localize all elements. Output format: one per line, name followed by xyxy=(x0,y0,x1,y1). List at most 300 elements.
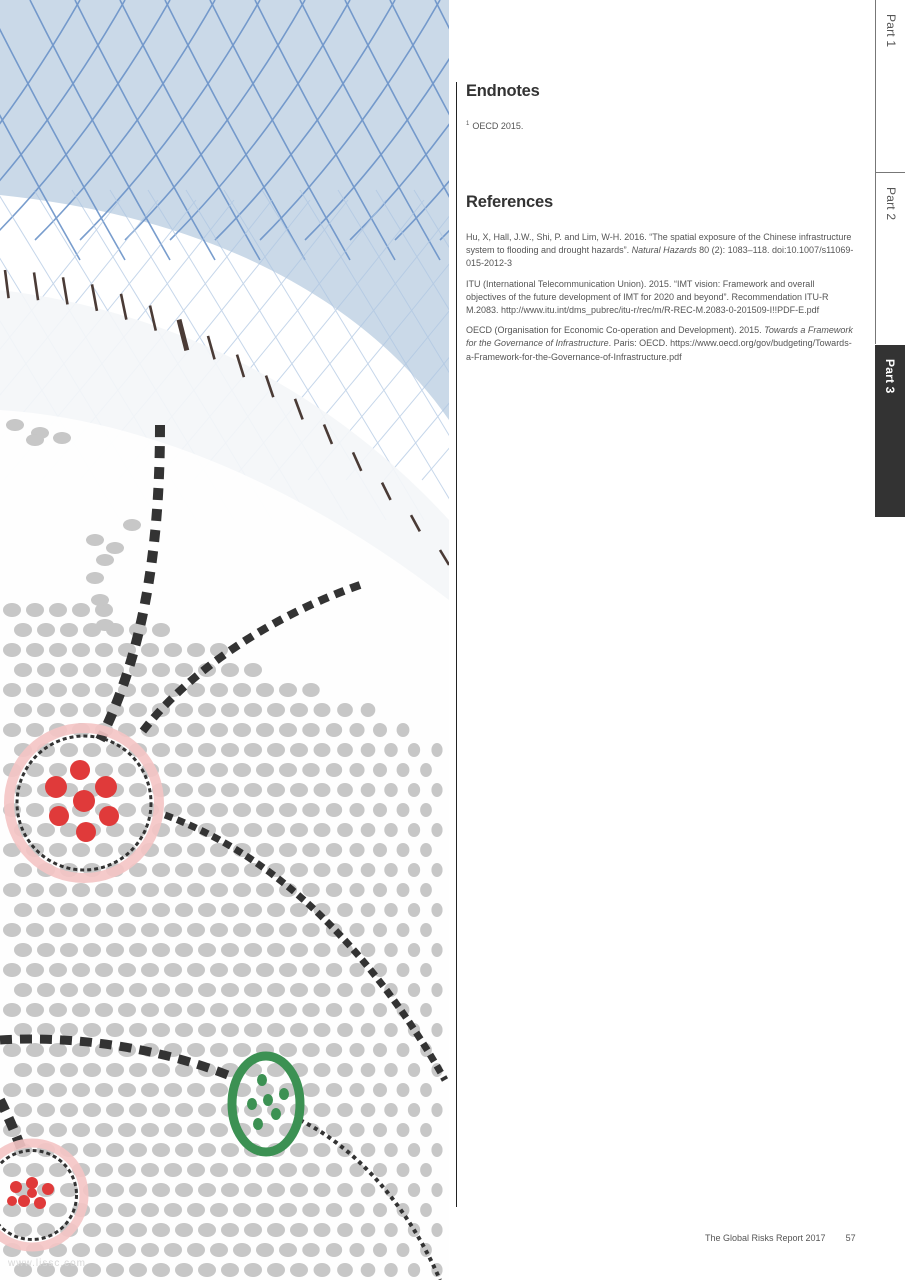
grey-dot xyxy=(187,683,205,697)
grey-dot xyxy=(72,963,90,977)
grey-dot xyxy=(408,1063,420,1077)
grey-dot xyxy=(326,1003,342,1017)
grey-dot xyxy=(83,663,101,677)
grey-dot xyxy=(26,1163,44,1177)
grey-dot xyxy=(164,1083,182,1097)
grey-dot xyxy=(349,763,364,777)
grey-dot xyxy=(210,883,228,897)
network-globe-illustration xyxy=(0,0,449,1280)
grey-dot xyxy=(106,663,124,677)
grey-dot xyxy=(302,883,319,897)
grey-dot xyxy=(187,803,205,817)
grey-dot xyxy=(397,963,410,977)
grey-dot xyxy=(187,1123,205,1137)
grey-dot xyxy=(164,723,182,737)
grey-dot xyxy=(210,1243,228,1257)
grey-dot xyxy=(72,883,90,897)
report-title: The Global Risks Report 2017 xyxy=(705,1233,826,1243)
node-dot xyxy=(263,1094,273,1106)
grey-dot xyxy=(290,943,308,957)
grey-dot xyxy=(49,963,67,977)
grey-dot xyxy=(164,1243,182,1257)
grey-dot xyxy=(72,1083,90,1097)
grey-dot xyxy=(83,743,101,757)
grey-dot xyxy=(37,983,55,997)
grey-dot xyxy=(244,903,262,917)
grey-dot xyxy=(26,803,44,817)
grey-dot xyxy=(361,863,376,877)
grey-dot xyxy=(164,883,182,897)
grey-dot xyxy=(221,663,239,677)
grey-dot xyxy=(83,1023,101,1037)
grey-dot xyxy=(314,1223,331,1237)
grey-dot xyxy=(244,1263,262,1277)
grey-dot xyxy=(210,683,228,697)
tab-part-2[interactable] xyxy=(875,173,905,344)
grey-dot xyxy=(106,1103,124,1117)
grey-dot xyxy=(337,783,353,797)
grey-dot xyxy=(152,1223,170,1237)
grey-dot xyxy=(187,1203,205,1217)
grey-dot xyxy=(302,1163,319,1177)
grey-dot xyxy=(290,863,308,877)
grey-dot xyxy=(326,1163,342,1177)
grey-dot xyxy=(302,723,319,737)
grey-dot xyxy=(175,903,193,917)
grey-dot xyxy=(302,923,319,937)
grey-dot xyxy=(431,1143,442,1157)
grey-dot xyxy=(187,1043,205,1057)
grey-dot xyxy=(210,923,228,937)
grey-dot xyxy=(302,1203,319,1217)
grey-dot xyxy=(397,843,410,857)
grey-dot xyxy=(431,823,442,837)
grey-dot xyxy=(408,1143,420,1157)
grey-dot xyxy=(361,1263,376,1277)
grey-dot xyxy=(198,1103,216,1117)
grey-dot xyxy=(152,1263,170,1277)
grey-dot xyxy=(361,703,376,717)
grey-dot xyxy=(49,763,67,777)
endnote-text: OECD 2015. xyxy=(472,121,524,131)
grey-dot xyxy=(349,1163,364,1177)
grey-dot xyxy=(83,1143,101,1157)
grey-dot xyxy=(95,1003,113,1017)
grey-dot xyxy=(118,1123,136,1137)
reference-text-tail: 80 (2): 1083–118. doi:10.1007/s11069-015-2012-3 xyxy=(466,245,854,269)
grey-dot xyxy=(14,1223,32,1237)
grey-dot xyxy=(244,1183,262,1197)
column-divider xyxy=(456,82,457,1207)
grey-dot xyxy=(83,903,101,917)
grey-dot xyxy=(152,1183,170,1197)
grey-dot xyxy=(349,1003,364,1017)
grey-dot xyxy=(337,823,353,837)
grey-dot xyxy=(373,883,387,897)
grey-dot xyxy=(3,963,21,977)
grey-dot xyxy=(326,803,342,817)
grey-dot xyxy=(337,1223,353,1237)
grey-dot xyxy=(397,1123,410,1137)
grey-dot xyxy=(118,1003,136,1017)
grey-dot xyxy=(106,903,124,917)
grey-dot xyxy=(361,743,376,757)
grey-dot xyxy=(49,1083,67,1097)
grey-dot xyxy=(302,843,319,857)
grey-dot xyxy=(164,1163,182,1177)
grey-dot xyxy=(267,1023,285,1037)
grey-dot xyxy=(349,723,364,737)
grey-dot xyxy=(118,1243,136,1257)
grey-dot xyxy=(420,1083,432,1097)
grey-dot xyxy=(290,903,308,917)
grey-dot xyxy=(106,1183,124,1197)
reference-text-tail: . Paris: OECD. https://www.oecd.org/gov/budgeting/Towards-a-Framework-for-the-Governance-of-Infrastructure.pdf xyxy=(466,338,852,362)
grey-dot xyxy=(267,1223,285,1237)
grey-dot xyxy=(314,783,331,797)
grey-dot xyxy=(175,663,193,677)
endnote-number: 1 xyxy=(466,121,470,127)
grey-dot xyxy=(210,763,228,777)
grey-dot xyxy=(431,983,442,997)
grey-dot xyxy=(210,1003,228,1017)
cover-illustration xyxy=(0,0,449,1280)
node-dot xyxy=(247,1098,257,1110)
grey-dot xyxy=(279,843,297,857)
grey-dot xyxy=(267,1183,285,1197)
grey-dot xyxy=(349,1203,364,1217)
node-dot xyxy=(45,776,67,798)
grey-dot xyxy=(279,1163,297,1177)
grey-dot xyxy=(397,803,410,817)
grey-dot xyxy=(175,1063,193,1077)
grey-dot xyxy=(118,1083,136,1097)
grey-dot xyxy=(129,983,147,997)
grey-dot xyxy=(384,823,397,837)
grey-dot xyxy=(290,1223,308,1237)
grey-dot xyxy=(431,1183,442,1197)
grey-dot xyxy=(14,1103,32,1117)
grey-dot xyxy=(337,703,353,717)
tab-part-1[interactable] xyxy=(875,0,905,173)
grey-dot xyxy=(175,743,193,757)
grey-dot xyxy=(164,843,182,857)
grey-dot xyxy=(83,1063,101,1077)
grey-dot xyxy=(3,603,21,617)
grey-dot xyxy=(106,983,124,997)
grey-dot xyxy=(26,603,44,617)
grey-dot xyxy=(106,943,124,957)
grey-dot xyxy=(408,943,420,957)
grey-dot xyxy=(175,1103,193,1117)
grey-dot xyxy=(326,883,342,897)
grey-dot xyxy=(244,663,262,677)
grey-dot xyxy=(49,683,67,697)
grey-dot xyxy=(314,743,331,757)
grey-dot xyxy=(279,763,297,777)
grey-dot xyxy=(326,963,342,977)
grey-dot xyxy=(302,1043,319,1057)
references-list xyxy=(466,231,856,371)
grey-dot xyxy=(72,603,90,617)
grey-dot xyxy=(349,1043,364,1057)
grey-dot xyxy=(60,1103,78,1117)
grey-dot xyxy=(83,1103,101,1117)
grey-dot xyxy=(129,1263,147,1277)
grey-dot xyxy=(337,903,353,917)
grey-dot xyxy=(26,1123,44,1137)
grey-dot xyxy=(26,1003,44,1017)
grey-dot xyxy=(60,903,78,917)
grey-dot xyxy=(198,1183,216,1197)
grey-dot xyxy=(187,1243,205,1257)
grey-dot xyxy=(221,1023,239,1037)
grey-dot xyxy=(95,763,113,777)
grey-dot xyxy=(279,923,297,937)
grey-dot xyxy=(302,683,319,697)
grey-dot xyxy=(361,1063,376,1077)
tab-part-3[interactable] xyxy=(875,345,905,517)
grey-dot xyxy=(337,743,353,757)
grey-dot xyxy=(14,903,32,917)
grey-dot xyxy=(37,663,55,677)
grey-dot xyxy=(431,743,442,757)
grey-dot xyxy=(384,1063,397,1077)
grey-dot xyxy=(420,763,432,777)
grey-dot xyxy=(164,1123,182,1137)
grey-dot xyxy=(210,1043,228,1057)
grey-dot xyxy=(129,1183,147,1197)
grey-dot xyxy=(361,983,376,997)
grey-dot xyxy=(279,1003,297,1017)
grey-dot xyxy=(384,903,397,917)
tab-label: Part 3 xyxy=(883,359,897,394)
grey-dot xyxy=(267,743,285,757)
grey-dot xyxy=(141,1083,159,1097)
grey-dot xyxy=(420,803,432,817)
grey-dot xyxy=(384,1183,397,1197)
grey-dot xyxy=(95,643,113,657)
grey-dot xyxy=(60,983,78,997)
endnotes-heading: Endnotes xyxy=(466,82,540,100)
grey-dot xyxy=(314,823,331,837)
grey-dot xyxy=(221,1143,239,1157)
grey-dot xyxy=(279,723,297,737)
grey-dot xyxy=(349,803,364,817)
grey-dot xyxy=(3,643,21,657)
grey-dot xyxy=(373,1043,387,1057)
grey-dot xyxy=(244,983,262,997)
grey-dot xyxy=(302,1003,319,1017)
grey-dot xyxy=(141,643,159,657)
grey-dot xyxy=(361,1143,376,1157)
grey-dot xyxy=(397,883,410,897)
grey-dot xyxy=(349,843,364,857)
grey-dot xyxy=(141,1203,159,1217)
grey-dot xyxy=(314,1143,331,1157)
grey-dot xyxy=(233,1243,251,1257)
reference-text: OECD (Organisation for Economic Co-operation and Development). 2015. xyxy=(466,325,765,336)
grey-dot xyxy=(233,803,251,817)
grey-dot xyxy=(141,1243,159,1257)
grey-dot xyxy=(152,623,170,637)
grey-dot xyxy=(129,1223,147,1237)
grey-dot xyxy=(221,983,239,997)
grey-dot xyxy=(314,943,331,957)
grey-dot xyxy=(221,1263,239,1277)
grey-dot xyxy=(141,1163,159,1177)
grey-dot xyxy=(198,703,216,717)
grey-dot xyxy=(397,723,410,737)
grey-dot xyxy=(164,923,182,937)
grey-dot xyxy=(72,643,90,657)
grey-dot xyxy=(95,1203,113,1217)
grey-dot xyxy=(37,623,55,637)
grey-dot xyxy=(210,1083,228,1097)
grey-dot xyxy=(361,943,376,957)
grey-dot xyxy=(210,803,228,817)
grey-dot xyxy=(256,723,274,737)
grey-dot xyxy=(373,1123,387,1137)
grey-dot xyxy=(3,1043,21,1057)
grey-dot xyxy=(279,803,297,817)
grey-dot xyxy=(37,1103,55,1117)
grey-dot xyxy=(279,683,297,697)
grey-dot xyxy=(175,1143,193,1157)
node-dot xyxy=(34,1197,46,1209)
grey-dot xyxy=(408,823,420,837)
grey-dot xyxy=(95,963,113,977)
grey-dot xyxy=(233,1043,251,1057)
grey-dot xyxy=(373,723,387,737)
grey-dot xyxy=(256,683,274,697)
grey-dot xyxy=(91,594,109,606)
grey-dot xyxy=(221,823,239,837)
grey-dot xyxy=(210,1203,228,1217)
grey-dot xyxy=(83,1223,101,1237)
grey-dot xyxy=(49,843,67,857)
grey-dot xyxy=(72,1003,90,1017)
grey-dot xyxy=(118,963,136,977)
grey-dot xyxy=(326,1083,342,1097)
grey-dot xyxy=(129,703,147,717)
grey-dot xyxy=(187,643,205,657)
grey-dot xyxy=(26,763,44,777)
grey-dot xyxy=(175,1263,193,1277)
grey-dot xyxy=(256,843,274,857)
grey-dot xyxy=(279,1043,297,1057)
grey-dot xyxy=(337,1263,353,1277)
grey-dot xyxy=(164,763,182,777)
grey-dot xyxy=(37,903,55,917)
grey-dot xyxy=(37,943,55,957)
grey-dot xyxy=(326,1043,342,1057)
references-heading: References xyxy=(466,193,553,211)
grey-dot xyxy=(95,1243,113,1257)
grey-dot xyxy=(95,1123,113,1137)
grey-dot xyxy=(187,723,205,737)
grey-dot xyxy=(129,783,147,797)
grey-dot xyxy=(187,763,205,777)
grey-dot xyxy=(314,1023,331,1037)
grey-dot xyxy=(95,1083,113,1097)
grey-dot xyxy=(37,823,55,837)
grey-dot xyxy=(302,1243,319,1257)
reference-text: Hu, X, Hall, J.W., Shi, P. and Lim, W-H. 2016. “The spatial exposure of the Chinese infrastructure system to flooding and drought hazards”. xyxy=(466,232,852,256)
grey-dot xyxy=(431,1223,442,1237)
grey-dot xyxy=(152,943,170,957)
grey-dot xyxy=(256,1203,274,1217)
grey-dot xyxy=(337,1143,353,1157)
reference-journal: Natural Hazards xyxy=(631,245,697,256)
grey-dot xyxy=(431,783,442,797)
grey-dot xyxy=(233,883,251,897)
grey-dot xyxy=(164,1203,182,1217)
grey-dot xyxy=(420,1003,432,1017)
grey-dot xyxy=(198,1263,216,1277)
grey-dot xyxy=(290,1143,308,1157)
grey-dot xyxy=(152,743,170,757)
grey-dot xyxy=(14,863,32,877)
grey-dot xyxy=(244,943,262,957)
grey-dot xyxy=(244,1223,262,1237)
part-navigation xyxy=(875,0,905,517)
grey-dot xyxy=(106,542,124,554)
grey-dot xyxy=(221,743,239,757)
grey-dot xyxy=(152,903,170,917)
grey-dot xyxy=(72,923,90,937)
grey-dot xyxy=(361,1023,376,1037)
grey-dot xyxy=(221,863,239,877)
node-dot xyxy=(76,822,96,842)
node-dot xyxy=(42,1183,54,1195)
grey-dot xyxy=(361,1103,376,1117)
grey-dot xyxy=(408,983,420,997)
watermark: www.lissc.com xyxy=(8,1258,87,1269)
grey-dot xyxy=(431,1103,442,1117)
grey-dot xyxy=(431,863,442,877)
grey-dot xyxy=(198,943,216,957)
grey-dot xyxy=(302,803,319,817)
grey-dot xyxy=(3,1003,21,1017)
grey-dot xyxy=(279,963,297,977)
grey-dot xyxy=(314,1263,331,1277)
grey-dot xyxy=(326,723,342,737)
grey-dot xyxy=(408,1183,420,1197)
grey-dot xyxy=(244,783,262,797)
grey-dot xyxy=(198,783,216,797)
grey-dot xyxy=(175,1183,193,1197)
grey-dot xyxy=(118,803,136,817)
grey-dot xyxy=(221,1223,239,1237)
grey-dot xyxy=(361,823,376,837)
grey-dot xyxy=(256,1003,274,1017)
grey-dot xyxy=(95,843,113,857)
grey-dot xyxy=(408,903,420,917)
grey-dot xyxy=(14,943,32,957)
grey-dot xyxy=(384,1103,397,1117)
node-dot xyxy=(257,1074,267,1086)
node-dot xyxy=(7,1196,17,1206)
grey-dot xyxy=(3,1163,21,1177)
grey-dot xyxy=(221,703,239,717)
grey-dot xyxy=(279,1203,297,1217)
grey-dot xyxy=(141,883,159,897)
grey-dot xyxy=(221,783,239,797)
grey-dot xyxy=(337,1023,353,1037)
grey-dot xyxy=(3,923,21,937)
grey-dot xyxy=(349,923,364,937)
